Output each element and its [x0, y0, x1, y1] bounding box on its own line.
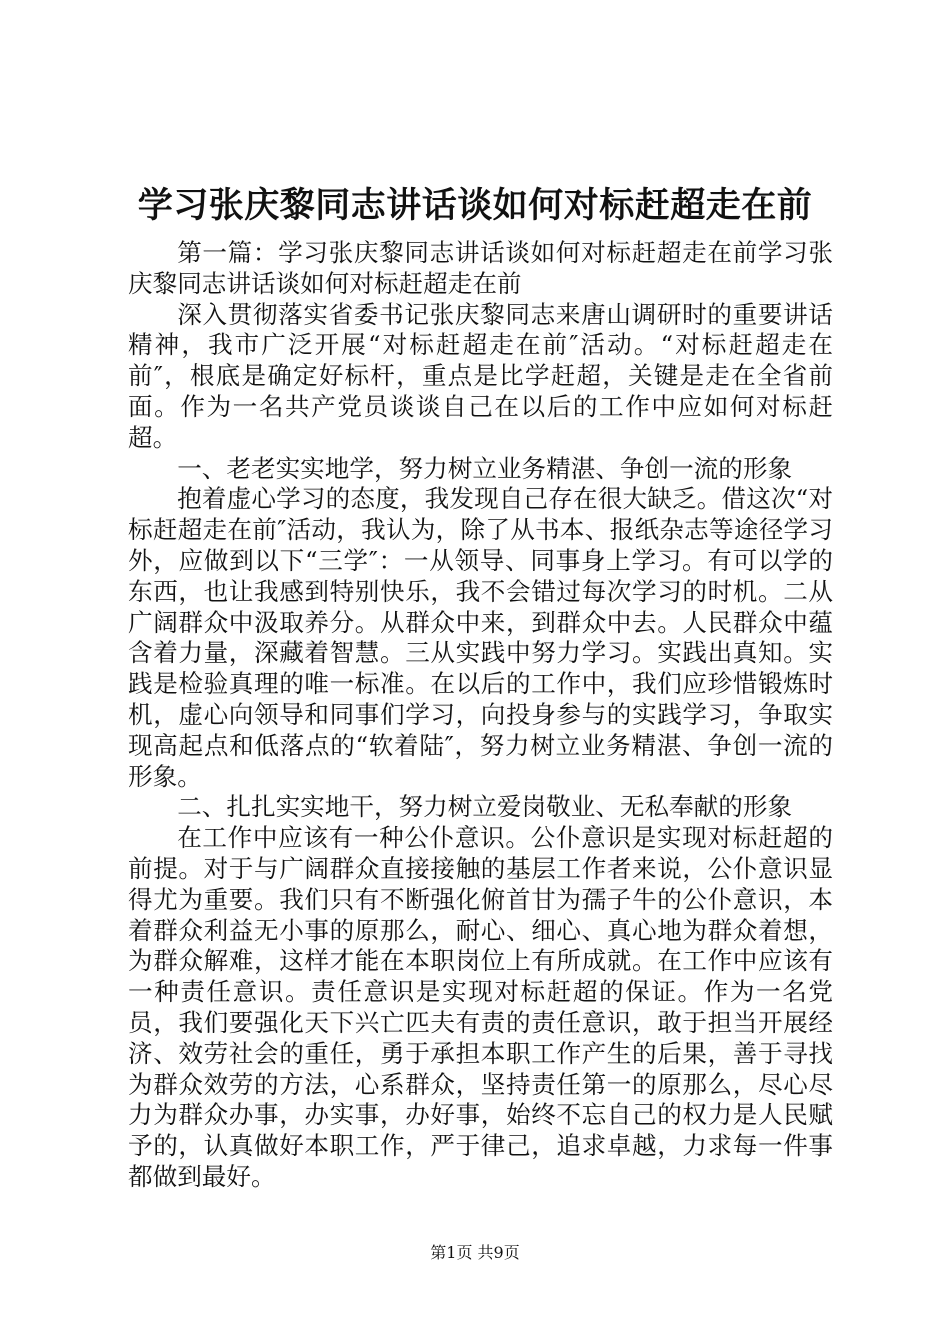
- paragraph-intro: 第一篇：学习张庆黎同志讲话谈如何对标赶超走在前学习张庆黎同志讲话谈如何对标赶超走在前: [128, 238, 833, 298]
- paragraph-section-1: 抱着虚心学习的态度，我发现自己存在很大缺乏。借这次“对标赶超走在前″活动，我认为，除了从书本、报纸杂志等途径学习外，应做到以下“三学″：一从领导、同事身上学习。有可以学的东西，也让我感到特别快乐，我不会错过每次学习的时机。二从广阔群众中汲取养分。从群众中来，到群众中去。人民群众中蕴含着力量，深藏着智慧。三从实践中努力学习。实践出真知。实践是检验真理的唯一标准。在以后的工作中，我们应珍惜锻炼时机，虚心向领导和同事们学习，向投身参与的实践学习，争取实现高起点和低落点的“软着陆″，努力树立业务精湛、争创一流的形象。: [128, 484, 833, 791]
- page-number: 第1页 共9页: [430, 1243, 520, 1262]
- section-heading-2: 二、扎扎实实地干，努力树立爱岗敬业、无私奉献的形象: [177, 792, 793, 822]
- document-body: [128, 238, 833, 1193]
- paragraph-background: 深入贯彻落实省委书记张庆黎同志来唐山调研时的重要讲话精神，我市广泛开展“对标赶超走在前″活动。“对标赶超走在前″，根底是确定好标杆，重点是比学赶超，关键是走在全省前面。作为一名共产党员谈谈自己在以后的工作中应如何对标赶超。: [128, 299, 833, 452]
- section-heading-1: 一、老老实实地学，努力树立业务精湛、争创一流的形象: [177, 453, 793, 483]
- document-title: 学习张庆黎同志讲话谈如何对标赶超走在前: [137, 186, 813, 226]
- paragraph-section-2: 在工作中应该有一种公仆意识。公仆意识是实现对标赶超的前提。对于与广阔群众直接接触的基层工作者来说，公仆意识显得尤为重要。我们只有不断强化俯首甘为孺子牛的公仆意识，本着群众利益无小事的原那么，耐心、细心、真心地为群众着想，为群众解难，这样才能在本职岗位上有所成就。在工作中应该有一种责任意识。责任意识是实现对标赶超的保证。作为一名党员，我们要强化天下兴亡匹夫有责的责任意识，敢于担当开展经济、效劳社会的重任，勇于承担本职工作产生的后果，善于寻找为群众效劳的方法，心系群众，坚持责任第一的原那么，尽心尽力为群众办事，办实事，办好事，始终不忘自己的权力是人民赋予的，认真做好本职工作，严于律己，追求卓越，力求每一件事都做到最好。: [128, 823, 833, 1191]
